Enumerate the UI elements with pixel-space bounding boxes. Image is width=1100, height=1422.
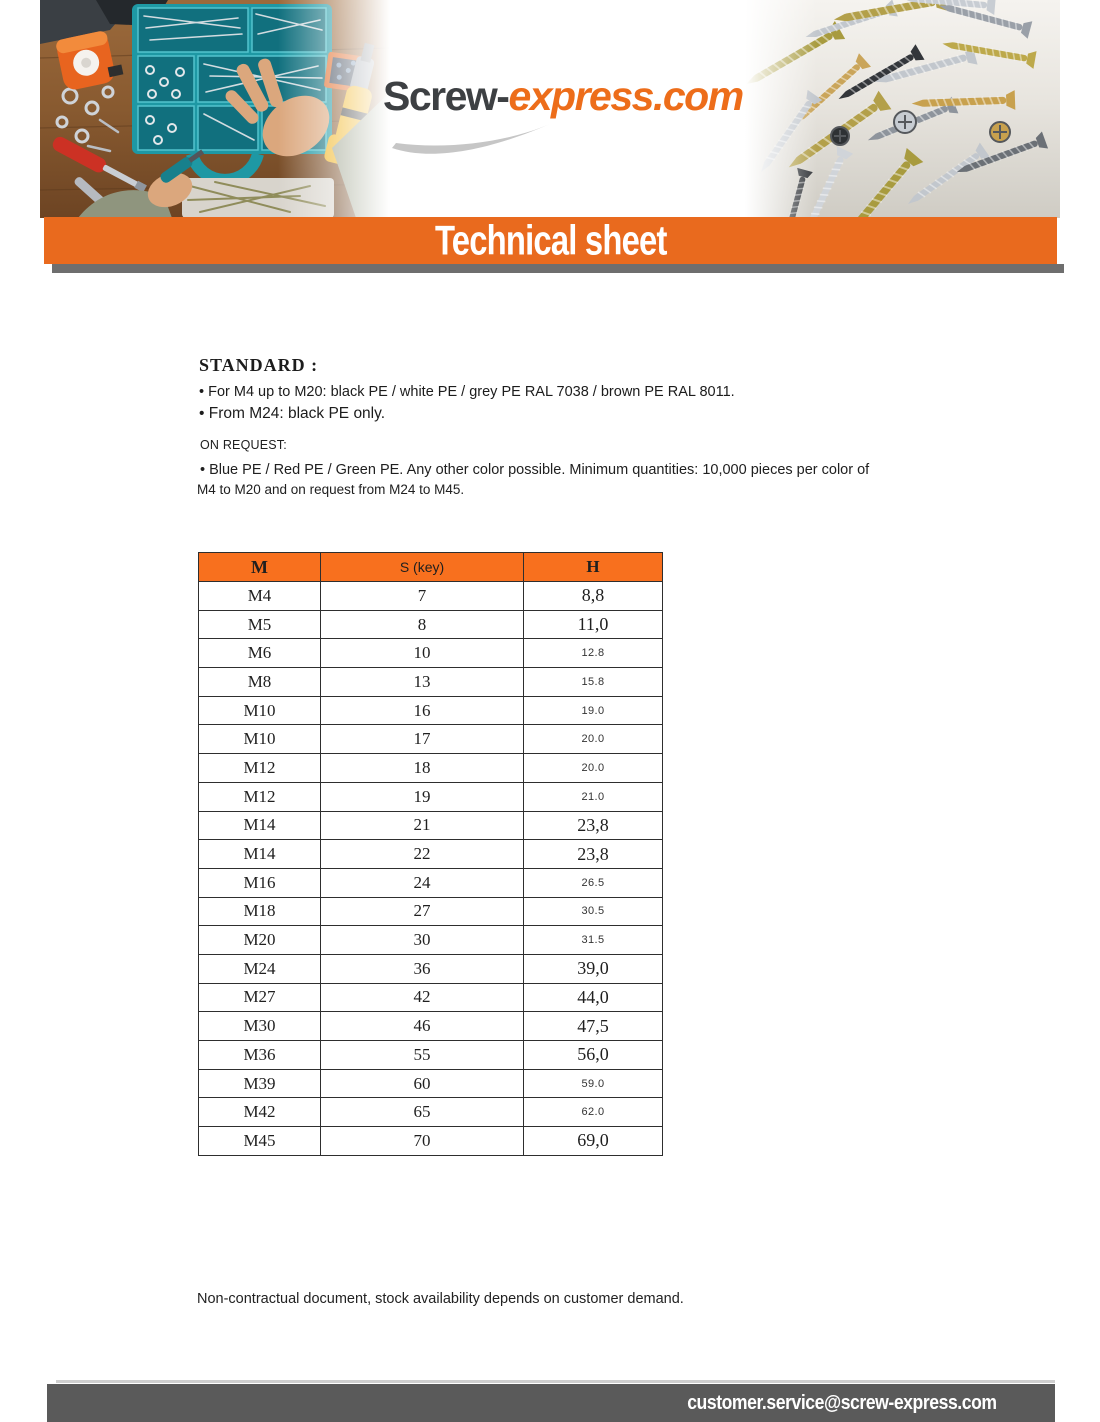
table-row xyxy=(199,610,663,639)
cell-m: M5 xyxy=(199,610,321,639)
table-row xyxy=(199,782,663,811)
standard-bullet-1: • For M4 up to M20: black PE / white PE / grey PE RAL 7038 / brown PE RAL 8011. xyxy=(199,384,735,400)
cell-s-key: 18 xyxy=(321,754,524,783)
cell-s-key: 46 xyxy=(321,1012,524,1041)
cell-m: M10 xyxy=(199,725,321,754)
cell-s-key: 65 xyxy=(321,1098,524,1127)
cell-s-key: 7 xyxy=(321,582,524,611)
cell-s-key: 42 xyxy=(321,983,524,1012)
on-request-section xyxy=(197,438,917,500)
cell-h: 8,8 xyxy=(524,582,663,611)
cell-m: M20 xyxy=(199,926,321,955)
col-header-h: H xyxy=(524,553,663,582)
table-row xyxy=(199,1098,663,1127)
cell-h: 11,0 xyxy=(524,610,663,639)
cell-m: M42 xyxy=(199,1098,321,1127)
table-row xyxy=(199,983,663,1012)
cell-h: 47,5 xyxy=(524,1012,663,1041)
table-row xyxy=(199,954,663,983)
cell-m: M6 xyxy=(199,639,321,668)
cell-s-key: 13 xyxy=(321,668,524,697)
cell-m: M12 xyxy=(199,754,321,783)
table-row xyxy=(199,725,663,754)
cell-h: 62.0 xyxy=(524,1098,663,1127)
cell-m: M12 xyxy=(199,782,321,811)
workbench-photo xyxy=(40,0,390,218)
cell-s-key: 27 xyxy=(321,897,524,926)
cell-m: M18 xyxy=(199,897,321,926)
standard-bullet-2: • From M24: black PE only. xyxy=(199,405,386,422)
cell-s-key: 30 xyxy=(321,926,524,955)
cell-m: M39 xyxy=(199,1069,321,1098)
disclaimer-note: Non-contractual document, stock availability depends on customer demand. xyxy=(197,1291,684,1307)
footer-accent-line xyxy=(56,1380,1055,1383)
cell-s-key: 16 xyxy=(321,696,524,725)
table-row xyxy=(199,639,663,668)
table-row xyxy=(199,696,663,725)
on-request-title: ON REQUEST: xyxy=(200,438,287,452)
cell-m: M45 xyxy=(199,1127,321,1156)
table-row xyxy=(199,1069,663,1098)
header-row xyxy=(199,553,663,582)
cell-s-key: 36 xyxy=(321,954,524,983)
cell-h: 20.0 xyxy=(524,754,663,783)
table-row xyxy=(199,868,663,897)
cell-h: 23,8 xyxy=(524,811,663,840)
cell-h: 30.5 xyxy=(524,897,663,926)
cell-h: 56,0 xyxy=(524,1041,663,1070)
standard-title: STANDARD : xyxy=(199,355,319,375)
footer-bar xyxy=(47,1384,1055,1422)
table-row xyxy=(199,840,663,869)
screws-photo xyxy=(745,0,1060,218)
cell-m: M27 xyxy=(199,983,321,1012)
cell-s-key: 10 xyxy=(321,639,524,668)
cell-m: M30 xyxy=(199,1012,321,1041)
table-row xyxy=(199,668,663,697)
cell-s-key: 60 xyxy=(321,1069,524,1098)
contact-email-link[interactable]: customer.service@screw-express.com xyxy=(687,1392,997,1414)
standard-section xyxy=(199,355,919,424)
cell-h: 19.0 xyxy=(524,696,663,725)
cell-h: 26.5 xyxy=(524,868,663,897)
cell-m: M24 xyxy=(199,954,321,983)
table-row xyxy=(199,754,663,783)
cell-h: 21.0 xyxy=(524,782,663,811)
cell-h: 44,0 xyxy=(524,983,663,1012)
cell-m: M16 xyxy=(199,868,321,897)
spec-table-header xyxy=(199,553,663,582)
cell-s-key: 17 xyxy=(321,725,524,754)
col-header-m: M xyxy=(199,553,321,582)
table-row xyxy=(199,1127,663,1156)
brand-logo-primary: Screw- xyxy=(383,73,509,119)
cell-m: M4 xyxy=(199,582,321,611)
spec-table xyxy=(198,552,663,1156)
cell-m: M10 xyxy=(199,696,321,725)
cell-h: 59.0 xyxy=(524,1069,663,1098)
col-header-s-key: S (key) xyxy=(321,553,524,582)
title-banner xyxy=(44,217,1057,264)
cell-s-key: 8 xyxy=(321,610,524,639)
table-row xyxy=(199,1041,663,1070)
cell-s-key: 22 xyxy=(321,840,524,869)
cell-s-key: 21 xyxy=(321,811,524,840)
cell-m: M14 xyxy=(199,840,321,869)
table-row xyxy=(199,897,663,926)
on-request-line-1: • Blue PE / Red PE / Green PE. Any other color possible. Minimum quantities: 10,000 pieces per color of xyxy=(200,462,870,478)
banner-shadow-bar xyxy=(52,264,1064,273)
cell-s-key: 70 xyxy=(321,1127,524,1156)
cell-h: 20.0 xyxy=(524,725,663,754)
cell-h: 39,0 xyxy=(524,954,663,983)
table-row xyxy=(199,582,663,611)
logo-swoosh-graphic xyxy=(388,118,558,158)
table-row xyxy=(199,1012,663,1041)
page-title: Technical sheet xyxy=(434,216,667,264)
cell-m: M8 xyxy=(199,668,321,697)
cell-s-key: 55 xyxy=(321,1041,524,1070)
on-request-line-2: M4 to M20 and on request from M24 to M45. xyxy=(197,482,465,497)
cell-m: M14 xyxy=(199,811,321,840)
cell-s-key: 24 xyxy=(321,868,524,897)
cell-h: 69,0 xyxy=(524,1127,663,1156)
brand-logo-secondary: express.com xyxy=(508,73,743,119)
table-row xyxy=(199,811,663,840)
spec-table-body xyxy=(199,582,663,1156)
table-row xyxy=(199,926,663,955)
brand-logo xyxy=(383,73,743,119)
cell-h: 23,8 xyxy=(524,840,663,869)
cell-h: 31.5 xyxy=(524,926,663,955)
cell-h: 12.8 xyxy=(524,639,663,668)
cell-h: 15.8 xyxy=(524,668,663,697)
cell-m: M36 xyxy=(199,1041,321,1070)
cell-s-key: 19 xyxy=(321,782,524,811)
